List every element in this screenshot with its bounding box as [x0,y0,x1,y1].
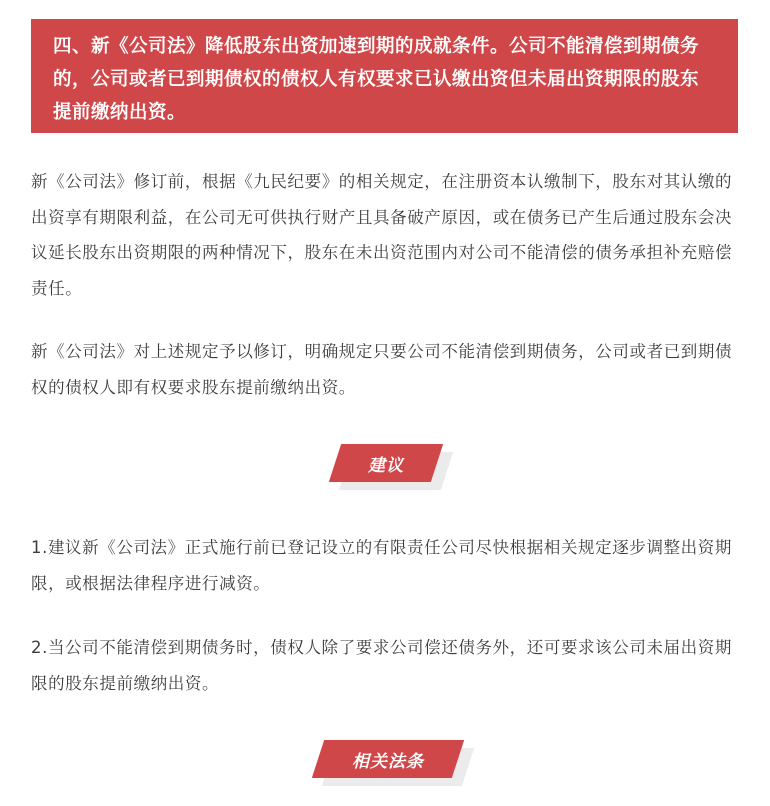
paragraph-revision: 新《公司法》对上述规定予以修订，明确规定只要公司不能清偿到期债务，公司或者已到期债权的债权人即有权要求股东提前缴纳出资。 [31,342,733,397]
section-heading-banner [31,19,738,133]
suggestion-item-1: 1.建议新《公司法》正式施行前已登记设立的有限责任公司尽快根据相关规定逐步调整出资期限，或根据法律程序进行减资。 [31,538,732,593]
suggestions-tag-label: 建议 [368,455,404,476]
related-law-tag-label: 相关法条 [352,751,424,772]
suggestions-tag [335,444,437,482]
suggestion-item-2: 2.当公司不能清偿到期债务时，债权人除了要求公司偿还债务外，还可要求该公司未届出资期限的股东提前缴纳出资。 [31,638,732,693]
related-law-tag [318,740,458,778]
section-heading-text: 四、新《公司法》降低股东出资加速到期的成就条件。公司不能清偿到期债务的，公司或者已到期债权的债权人有权要求已认缴出资但未届出资期限的股东提前缴纳出资。 [53,36,700,123]
paragraph-background: 新《公司法》修订前，根据《九民纪要》的相关规定，在注册资本认缴制下，股东对其认缴的出资享有期限利益，在公司无可供执行财产且具备破产原因，或在债务已产生后通过股东会决议延长股东出资期限的两种情况下，股东在未出资范围内对公司不能清偿的债务承担补充赔偿责任。 [31,172,733,298]
